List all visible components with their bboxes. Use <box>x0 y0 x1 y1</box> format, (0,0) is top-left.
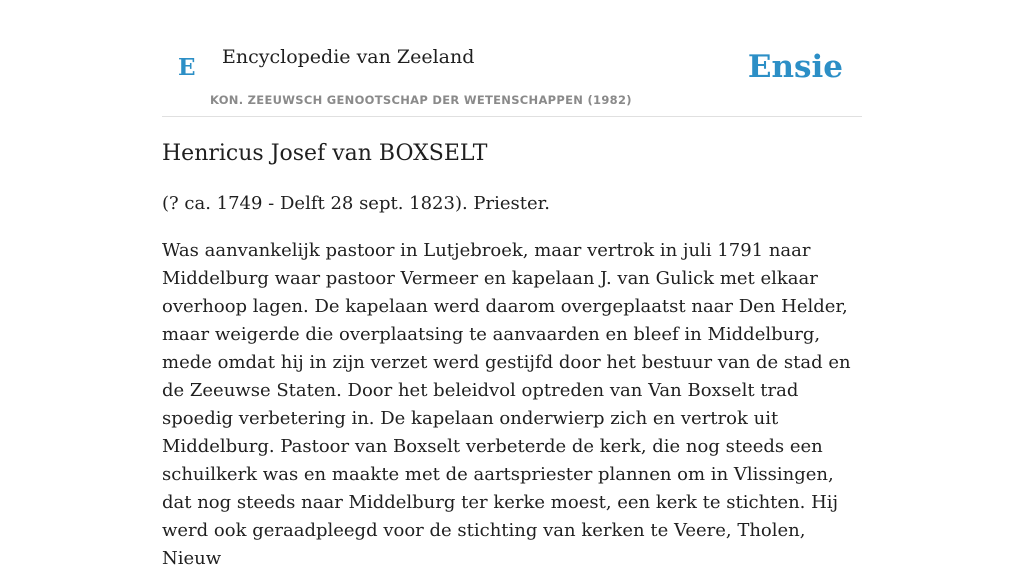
encyclopedia-logo-icon[interactable]: E <box>178 54 196 81</box>
article-title: Henricus Josef van BOXSELT <box>162 141 488 166</box>
encyclopedia-publisher: KON. ZEEUWSCH GENOOTSCHAP DER WETENSCHAPPEN (1982) <box>210 93 632 107</box>
article-lead: (? ca. 1749 - Delft 28 sept. 1823). Priester. <box>162 193 551 214</box>
article-body: Was aanvankelijk pastoor in Lutjebroek, maar vertrok in juli 1791 naar Middelburg waar pastoor Vermeer en kapelaan J. van Gulick met elkaar overhoop lagen. De kapelaan werd daarom overgeplaatst naar Den Helder, maar weigerde die overplaatsing te aanvaarden en bleef in Middelburg, mede omdat hij in zijn verzet werd gestijfd door het bestuur van de stad en de Zeeuwse Staten. Door het beleidvol optreden van Van Boxselt trad spoedig verbetering in. De kapelaan onderwierp zich en vertrok uit Middelburg. Pastoor van Boxselt verbeterde de kerk, die nog steeds een schuilkerk was en maakte met de aartspriester plannen om in Vlissingen, dat nog steeds naar Middelburg ter kerke moest, een kerk te stichten. Hij werd ook geraadpleegd voor de stichting van kerken te Veere, Tholen, Nieuw <box>162 240 851 569</box>
ensie-brand-logo[interactable]: Ensie <box>747 49 843 85</box>
site-header <box>162 0 862 117</box>
article <box>162 138 864 573</box>
encyclopedia-title-link[interactable]: Encyclopedie van Zeeland <box>222 46 475 68</box>
